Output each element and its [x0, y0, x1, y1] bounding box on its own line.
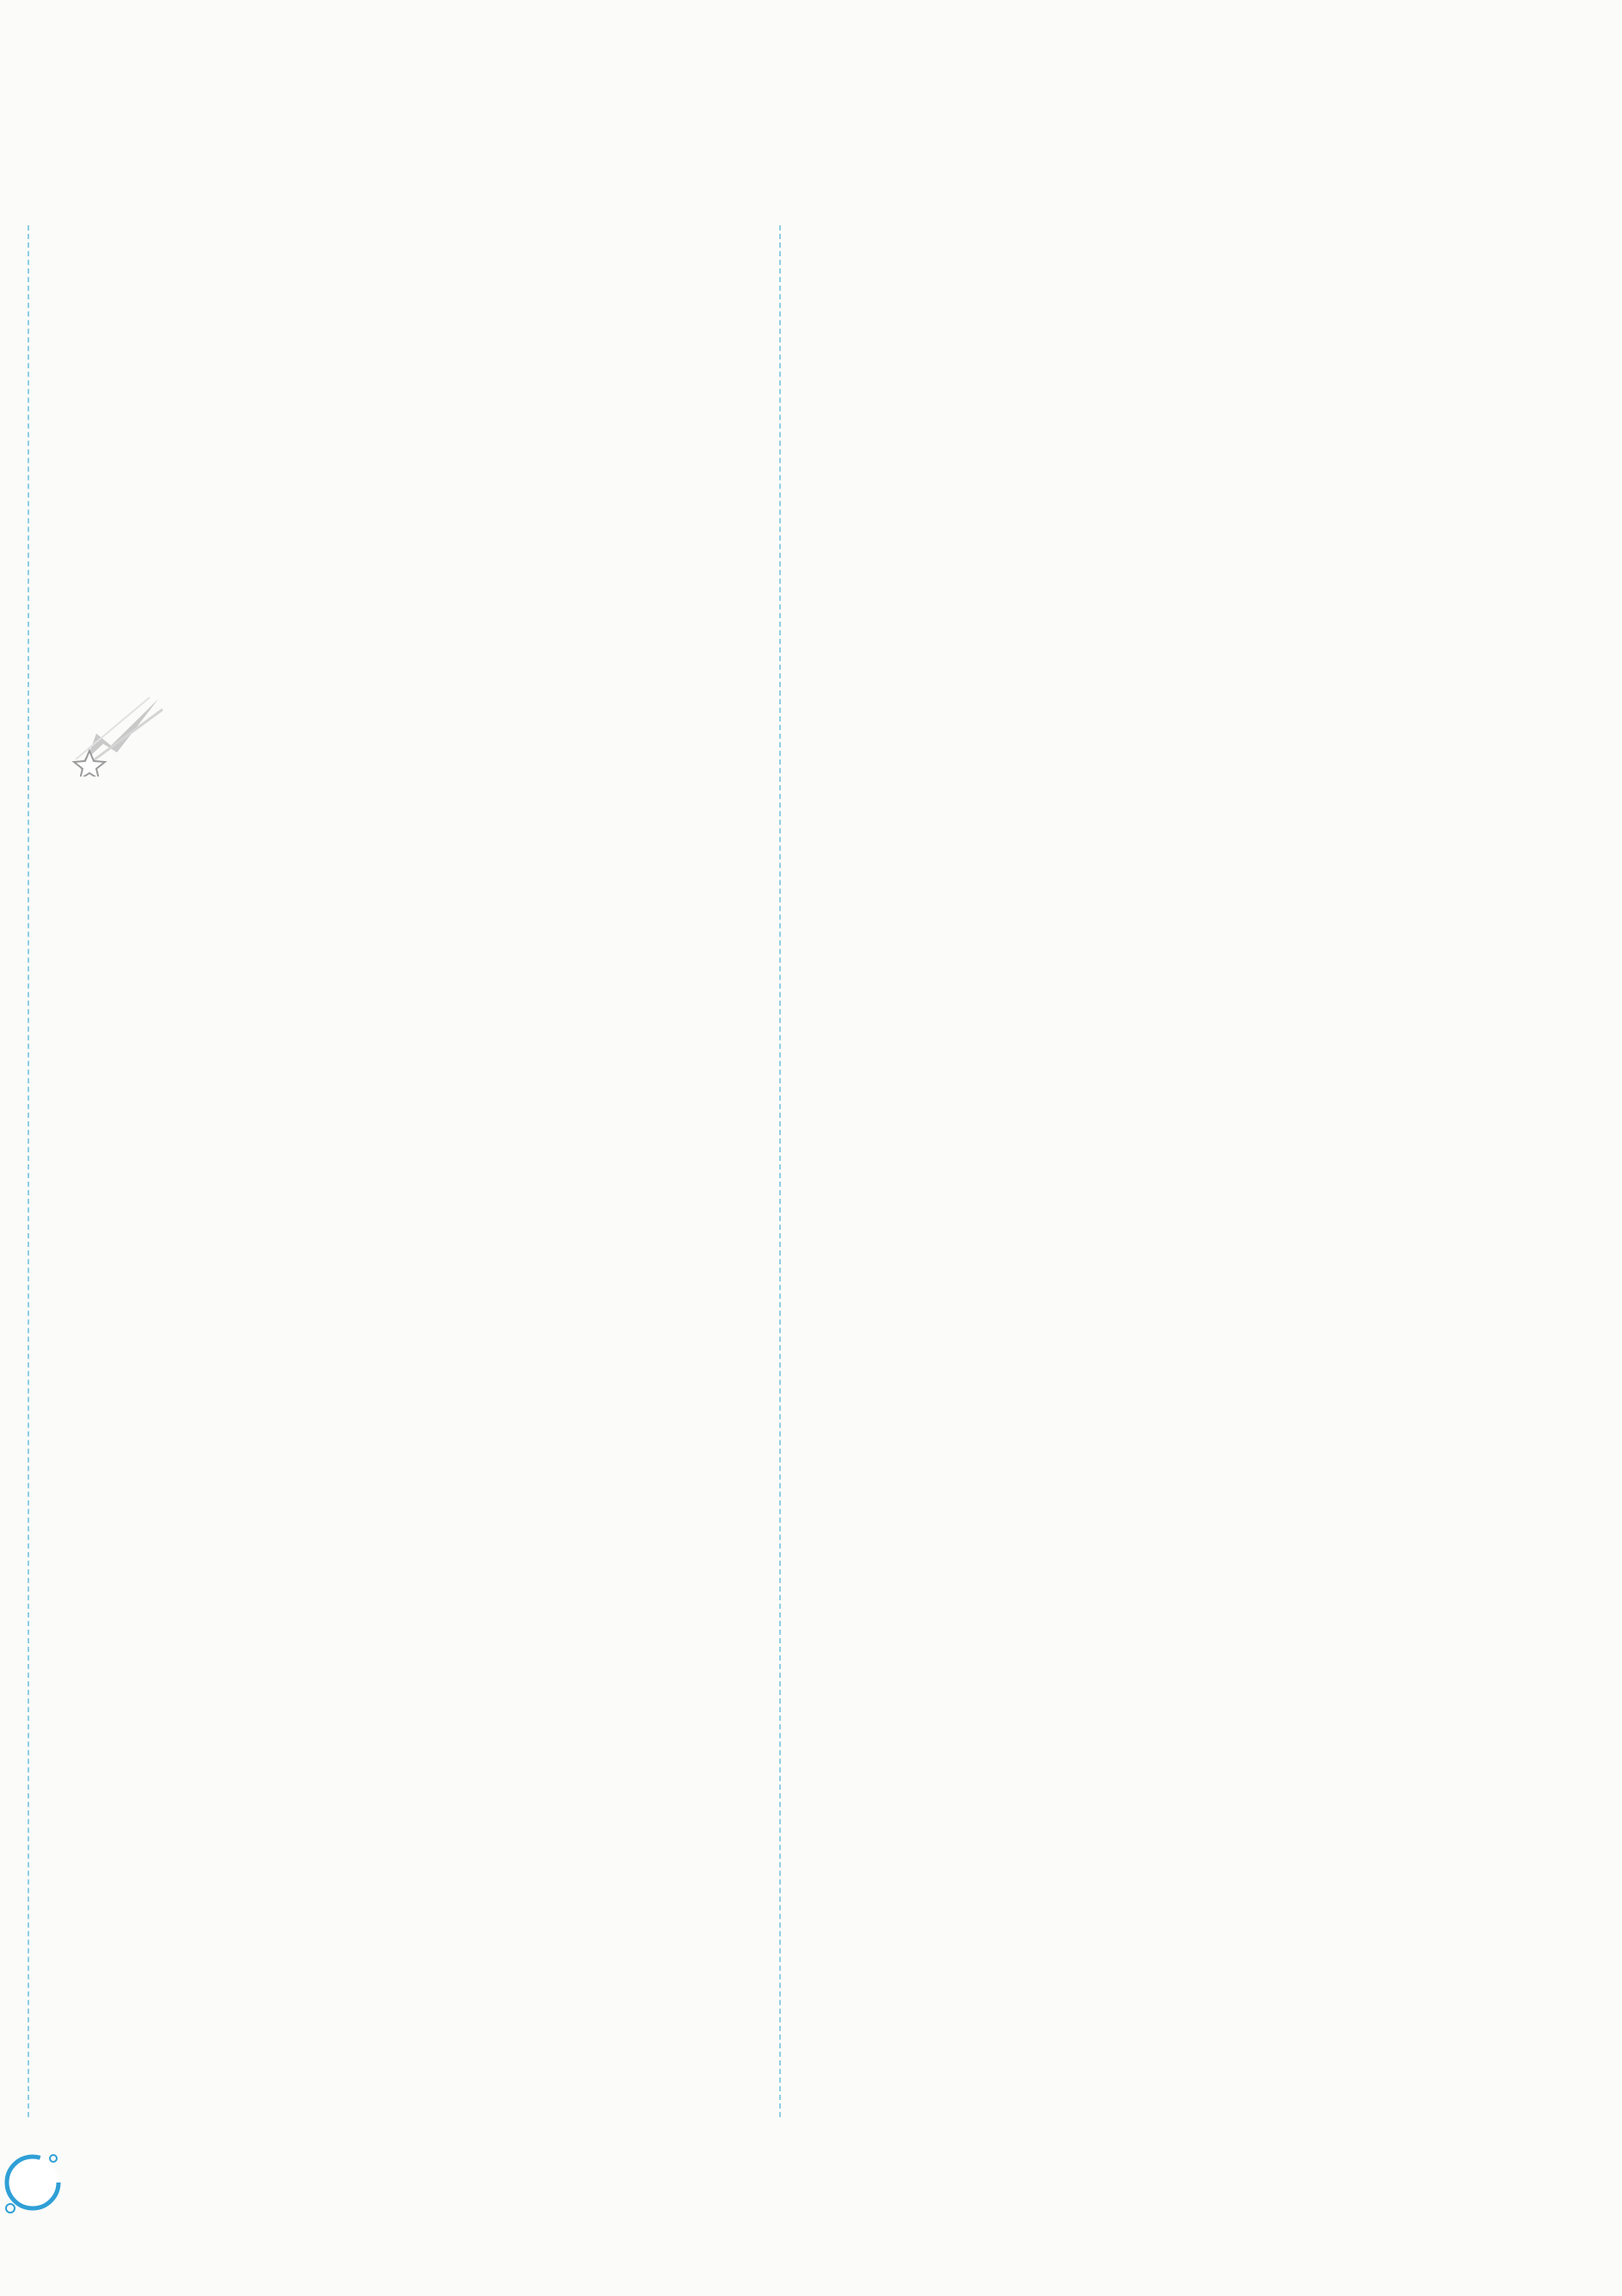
page-number-badge: [2, 2152, 64, 2213]
column-divider: [779, 225, 781, 2117]
left-margin-rule: [28, 225, 29, 2117]
shooting-star-icon: [64, 691, 167, 777]
